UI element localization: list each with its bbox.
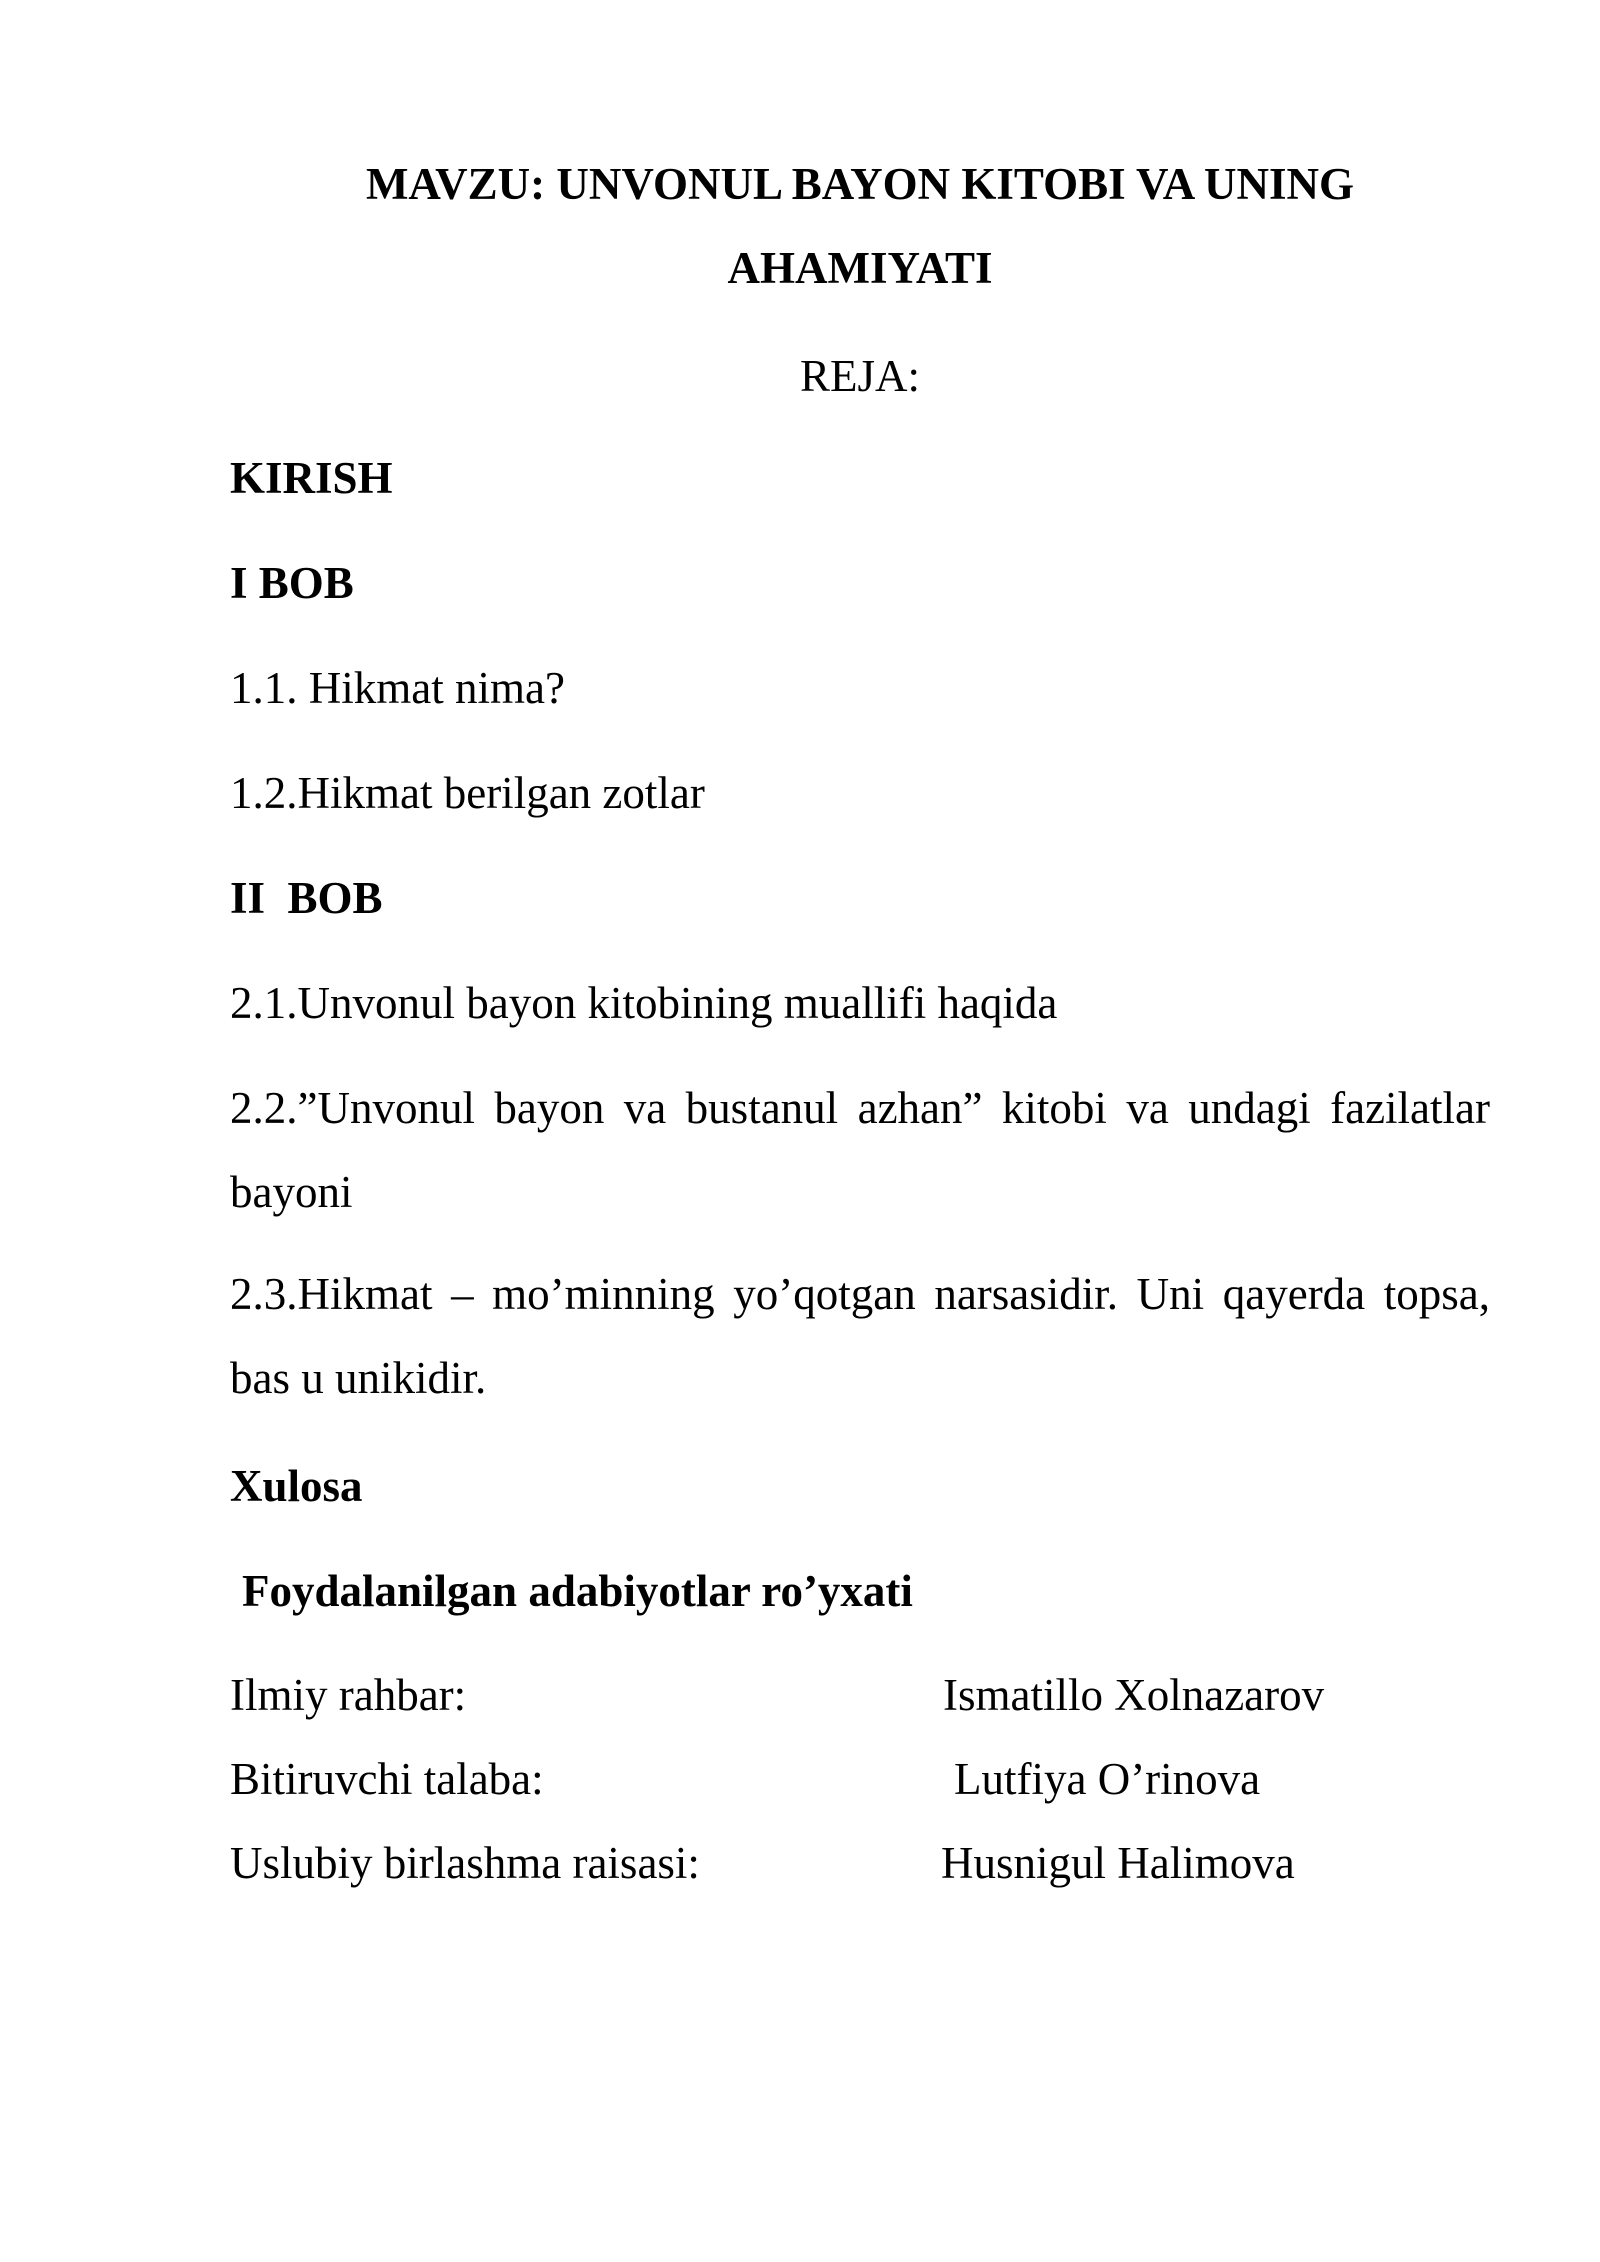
plan-item-1-1: 1.1. Hikmat nima?	[230, 663, 565, 713]
chair-label: Uslubiy birlashma raisasi:	[230, 1838, 700, 1888]
plan-item-2-2: 2.2.”Unvonul bayon va bustanul azhan” kitobi va undagi fazilatlar bayoni	[230, 1083, 1490, 1217]
signature-row-chair	[230, 1833, 1490, 1893]
plan-item-2-1: 2.1.Unvonul bayon kitobining muallifi haqida	[230, 978, 1058, 1028]
title-line-1: MAVZU: UNVONUL BAYON KITOBI VA UNING	[365, 159, 1355, 209]
section-conclusion: Xulosa	[230, 1461, 363, 1511]
plan-item-1-2: 1.2.Hikmat berilgan zotlar	[230, 768, 705, 818]
student-label: Bitiruvchi talaba:	[230, 1754, 544, 1804]
section-chapter-1: I BOB	[230, 558, 354, 608]
plan-item-2-3: 2.3.Hikmat – mo’minning yo’qotgan narsasidir. Uni qayerda topsa, bas u unikidir.	[230, 1269, 1490, 1403]
document-title	[230, 142, 1490, 310]
supervisor-label: Ilmiy rahbar:	[230, 1670, 467, 1720]
title-line-2: AHAMIYATI	[727, 243, 993, 293]
student-name: Lutfiya O’rinova	[954, 1754, 1261, 1804]
section-chapter-2: II BOB	[230, 873, 383, 923]
plan-heading: REJA:	[799, 351, 920, 401]
section-intro: KIRISH	[230, 453, 393, 503]
signature-row-supervisor	[230, 1665, 1490, 1725]
chair-name: Husnigul Halimova	[941, 1838, 1295, 1888]
supervisor-name: Ismatillo Xolnazarov	[943, 1670, 1325, 1720]
signature-row-student	[230, 1749, 1490, 1809]
section-references: Foydalanilgan adabiyotlar ro’yxati	[242, 1566, 913, 1616]
